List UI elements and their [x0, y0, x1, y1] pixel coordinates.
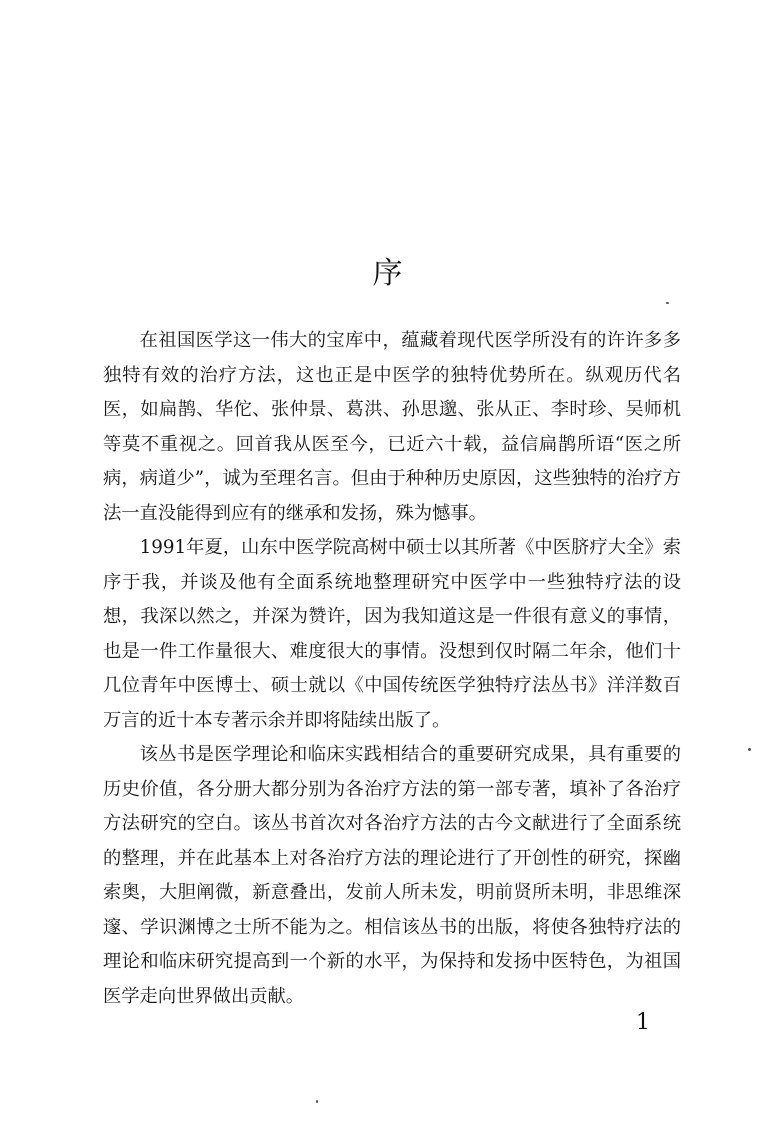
- paragraph: 在祖国医学这一伟大的宝库中，蕴藏着现代医学所没有的许许多多独特有效的治疗方法，这也正是中医学的独特优势所在。纵观历代名医，如扁鹊、华佗、张仲景、葛洪、孙思邈、张从正、李时珍、吴师机等莫不重视之。回首我从医至今，已近六十载，益信扁鹊所语“医之所病，病道少”，诚为至理名言。但由于种种历史原因，这些独特的治疗方法一直没能得到应有的继承和发扬，殊为憾事。: [103, 330, 681, 524]
- page-number: 1: [636, 1010, 650, 1035]
- paragraph: 1991年夏，山东中医学院高树中硕士以其所著《中医脐疗大全》索序于我，并谈及他有全面系统地整理研究中医学中一些独特疗法的设想，我深以然之，并深为赞许，因为我知道这是一件很有意义的事情，也是一件工作量很大、难度很大的事情。没想到仅时隔二年余，他们十几位青年中医博士、硕士就以《中国传统医学独特疗法丛书》洋洋数百万言的近十本专著示余并即将陆续出版了。: [103, 537, 681, 731]
- preface-body: [103, 324, 681, 1014]
- scan-speck: [748, 748, 751, 751]
- page-title: 序: [372, 256, 405, 291]
- paragraph: 该丛书是医学理论和临床实践相结合的重要研究成果，具有重要的历史价值，各分册大都分别为各治疗方法的第一部专著，填补了各治疗方法研究的空白。该丛书首次对各治疗方法的古今文献进行了全面系统的整理，并在此基本上对各治疗方法的理论进行了开创性的研究，探幽索奥，大胆阐微，新意叠出，发前人所未发，明前贤所未明，非思维深邃、学识渊博之士所不能为之。相信该丛书的出版，将使各独特疗法的理论和临床研究提高到一个新的水平，为保持和发扬中医特色，为祖国医学走向世界做出贡献。: [103, 744, 681, 1007]
- scan-speck: [666, 302, 669, 304]
- scan-speck: [316, 1100, 318, 1103]
